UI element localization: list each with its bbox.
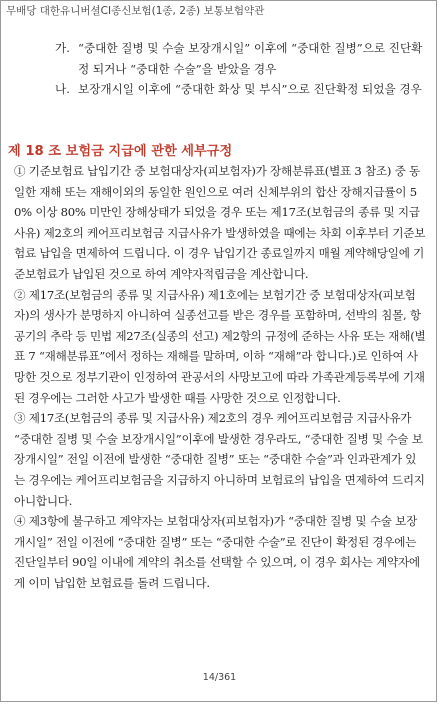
document-header: 무배당 대한유니버셜CI종신보험(1종, 2종) 보통보험약관 — [6, 5, 265, 17]
list-item-ga — [55, 38, 425, 79]
list-marker: 가. — [55, 41, 70, 55]
section-heading: 제 18 조 보험금 지급에 관한 세부규정 — [8, 144, 233, 159]
list-item-text: “중대한 질병 및 수술 보장개시일” 이후에 “중대한 질병”으로 진단확정 되거나 “중대한 수술”을 받았을 경우 — [78, 41, 423, 76]
paragraph-3: ③ 제17조(보험금의 종류 및 지급사유) 제2호의 경우 케어프리보험금 지급사유가 “중대한 질병 및 수술 보장개시일”이후에 발생한 경우라도, “중대한 질병 및 수술 보장개시일” 전일 이전에 발생한 “중대한 질병” 또는 “중대한 수술”과 인과관계가 있는 경우에는 케어프리보험금을 지급하지 아니하며 보험료의 납입을 면제하여 드리지 아니합니다. — [14, 411, 425, 508]
list-item-text: 보장개시일 이후에 “중대한 화상 및 부식”으로 진단확정 되었을 경우 — [78, 82, 422, 96]
paragraph-4: ④ 제3항에 불구하고 계약자는 보험대상자(피보험자)가 “중대한 질병 및 수술 보장개시일” 전일 이전에 “중대한 질병” 또는 “중대한 수술”로 진단이 확정된 경우에는 진단일부터 90일 이내에 계약의 취소를 선택할 수 있으며, 이 경우 회사는 계약자에게 이미 납입한 보험료를 돌려 드립니다. — [14, 514, 420, 590]
condition-list — [55, 38, 425, 100]
list-marker: 나. — [55, 82, 70, 96]
list-item-na — [55, 79, 425, 100]
article-body — [14, 161, 427, 593]
paragraph-1: ① 기준보험료 납입기간 중 보험대상자(피보험자)가 장해분류표(별표 3 참조) 중 동일한 재해 또는 재해이외의 동일한 원인으로 여러 신체부위의 합산 장해지급률이 50% 이상 80% 미만인 장해상태가 되었을 경우 또는 제17조(보험금의 종류 및 지급사유) 제2호의 케어프리보험금 지급사유가 발생하였을 때에는 차회 이후부터 기준보험료 납입을 면제하여 드립니다. 이 경우 납입기간 종료일까지 매월 계약해당일에 기준보험료가 납입된 것으로 하여 계약자적립금을 계산합니다. — [14, 164, 426, 281]
paragraph-2: ② 제17조(보험금의 종류 및 지급사유) 제1호에는 보험기간 중 보험대상자(피보험자)의 생사가 분명하지 아니하여 실종선고를 받은 경우를 포함하며, 선박의 침몰, 항공기의 추락 등 민법 제27조(실종의 선고) 제2항의 규정에 준하는 사유 또는 재해(별표 7 “재해분류표”에서 정하는 재해를 말하며, 이하 “재해”라 합니다.)로 인하여 사망한 것으로 정부기관이 인정하여 관공서의 사망보고에 따라 가족관계등록부에 기재된 경우에는 그러한 사고가 발생한 때를 사망한 것으로 인정합니다. — [14, 287, 426, 405]
page-number: 14/361 — [202, 672, 237, 683]
